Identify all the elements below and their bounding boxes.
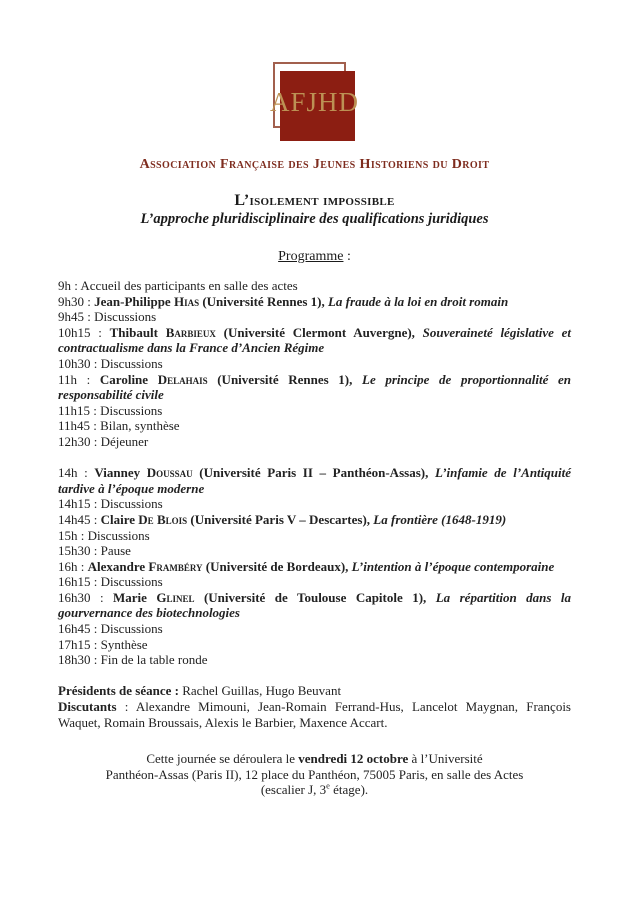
text-segment: (Université Paris II – Panthéon-Assas), xyxy=(192,465,435,481)
text-segment: La répartition dans la gourvernance des biotechnologies xyxy=(58,589,571,621)
program-line xyxy=(58,294,571,310)
venue-line xyxy=(58,782,571,798)
programme-heading-label: Programme xyxy=(278,249,344,264)
text-segment: (escalier J, 3 xyxy=(260,782,327,798)
text-segment: Thibault xyxy=(109,324,166,340)
program-line xyxy=(58,372,571,403)
text-segment: Discutants xyxy=(58,699,117,715)
morning-session xyxy=(58,278,571,450)
text-segment: 11h45 : Bilan, synthèse xyxy=(58,418,180,434)
program-line xyxy=(58,403,571,419)
program-line xyxy=(58,512,571,528)
text-segment: 15h : Discussions xyxy=(58,527,150,543)
program-line xyxy=(58,652,571,668)
text-segment: 9h : Accueil des participants en salle des actes xyxy=(58,278,298,293)
text-segment: 16h30 : xyxy=(58,589,114,605)
text-segment: Glinel xyxy=(156,589,195,605)
logo-acronym: AFJHD xyxy=(269,87,360,117)
text-segment: L’intention à l’époque contemporaine xyxy=(351,558,555,574)
text-segment: 10h30 : Discussions xyxy=(58,355,163,371)
text-segment: L’infamie de l’Antiquité tardive à l’époque moderne xyxy=(58,465,571,496)
text-segment: (Université Clermont Auvergne), xyxy=(215,324,423,340)
text-segment: 14h15 : Discussions xyxy=(58,496,163,512)
text-segment: : Alexandre Mimouni, Jean-Romain Ferrand-Hus, Lancelot Maygnan, François Waquet, Romain Broussais, Alexis le Barbier, Maxence Accart. xyxy=(58,699,571,730)
text-segment: 18h30 : Fin de la table ronde xyxy=(58,652,208,668)
program-line xyxy=(58,465,571,496)
text-segment: (Université de Bordeaux), xyxy=(202,558,352,574)
text-segment: 14h45 : xyxy=(58,511,101,527)
program-line xyxy=(58,356,571,372)
text-segment: Souveraineté législative et contractualisme dans la France d’Ancien Régime xyxy=(58,324,571,356)
section-gap xyxy=(58,450,571,466)
venue-line xyxy=(58,751,571,767)
afjhd-logo xyxy=(269,62,360,144)
program-line xyxy=(58,418,571,434)
text-segment: Barbieux xyxy=(165,324,216,340)
text-segment: 16h45 : Discussions xyxy=(58,621,163,637)
text-segment: (Université de Toulouse Capitole 1), xyxy=(194,589,436,605)
text-segment: (Université Paris V – Descartes), xyxy=(187,511,374,527)
text-segment: Marie xyxy=(113,589,157,605)
text-segment: 15h30 : Pause xyxy=(58,543,131,559)
text-segment: Hias xyxy=(173,293,200,309)
text-segment: La frontière (1648-1919) xyxy=(373,511,507,527)
text-segment: (Université Rennes 1), xyxy=(199,293,328,309)
text-segment: vendredi 12 octobre xyxy=(298,751,409,767)
text-segment: Présidents de séance : xyxy=(58,683,183,699)
venue-section xyxy=(58,751,571,798)
text-segment: e xyxy=(326,781,330,792)
chairs-discussants-section xyxy=(58,683,571,730)
text-segment: étage). xyxy=(329,782,369,798)
text-segment: Delahais xyxy=(157,371,208,387)
program-line xyxy=(58,496,571,512)
text-segment: Jean-Philippe xyxy=(94,293,174,309)
program-line xyxy=(58,434,571,450)
text-segment: Caroline xyxy=(99,371,158,387)
text-segment: (Université Rennes 1), xyxy=(207,371,363,387)
people-line xyxy=(58,683,571,699)
program-line xyxy=(58,325,571,356)
program-line xyxy=(58,637,571,653)
program-line xyxy=(58,559,571,575)
programme-heading-suffix: : xyxy=(343,249,351,264)
text-segment: Doussau xyxy=(146,465,193,481)
event-subtitle: L’approche pluridisciplinaire des qualifications juridiques xyxy=(140,211,489,227)
programme-heading xyxy=(58,249,571,265)
text-segment: La fraude à la loi en droit romain xyxy=(327,293,509,309)
text-segment: 10h15 : xyxy=(58,324,110,340)
program-line xyxy=(58,574,571,590)
text-segment: 9h45 : Discussions xyxy=(58,309,157,325)
text-segment: 12h30 : Déjeuner xyxy=(58,433,149,449)
text-segment: 16h15 : Discussions xyxy=(58,574,163,590)
program-line xyxy=(58,278,571,294)
text-segment: 11h : xyxy=(58,371,100,387)
text-segment: 11h15 : Discussions xyxy=(58,402,163,418)
programme-body xyxy=(58,278,571,798)
program-line xyxy=(58,543,571,559)
text-segment: Claire xyxy=(100,511,139,527)
program-line xyxy=(58,590,571,621)
text-segment: Cette journée se déroulera le xyxy=(146,751,299,767)
program-line xyxy=(58,621,571,637)
text-segment: Panthéon-Assas (Paris II), 12 place du Panthéon, 75005 Paris, en salle des Actes xyxy=(105,766,524,782)
program-line xyxy=(58,528,571,544)
text-segment: Frambéry xyxy=(148,558,203,574)
text-segment: 14h : xyxy=(58,465,95,481)
section-gap xyxy=(58,668,571,684)
text-segment: 16h : xyxy=(58,558,88,574)
program-line xyxy=(58,309,571,325)
text-segment: Rachel Guillas, Hugo Beuvant xyxy=(182,683,342,699)
text-segment: à l’Université xyxy=(408,751,483,767)
text-segment: 9h30 : xyxy=(58,293,95,309)
text-segment: Alexandre xyxy=(87,558,149,574)
section-gap xyxy=(58,730,571,751)
text-segment: Vianney xyxy=(94,465,147,481)
text-segment: De Blois xyxy=(138,511,188,527)
people-line xyxy=(58,699,571,730)
association-name: Association Française des Jeunes Historiens du Droit xyxy=(139,157,490,172)
venue-line xyxy=(58,767,571,783)
text-segment: Le principe de proportionnalité en responsabilité civile xyxy=(58,371,571,403)
event-title: L’isolement impossible xyxy=(234,192,395,209)
afternoon-session xyxy=(58,465,571,668)
text-segment: 17h15 : Synthèse xyxy=(58,636,148,652)
